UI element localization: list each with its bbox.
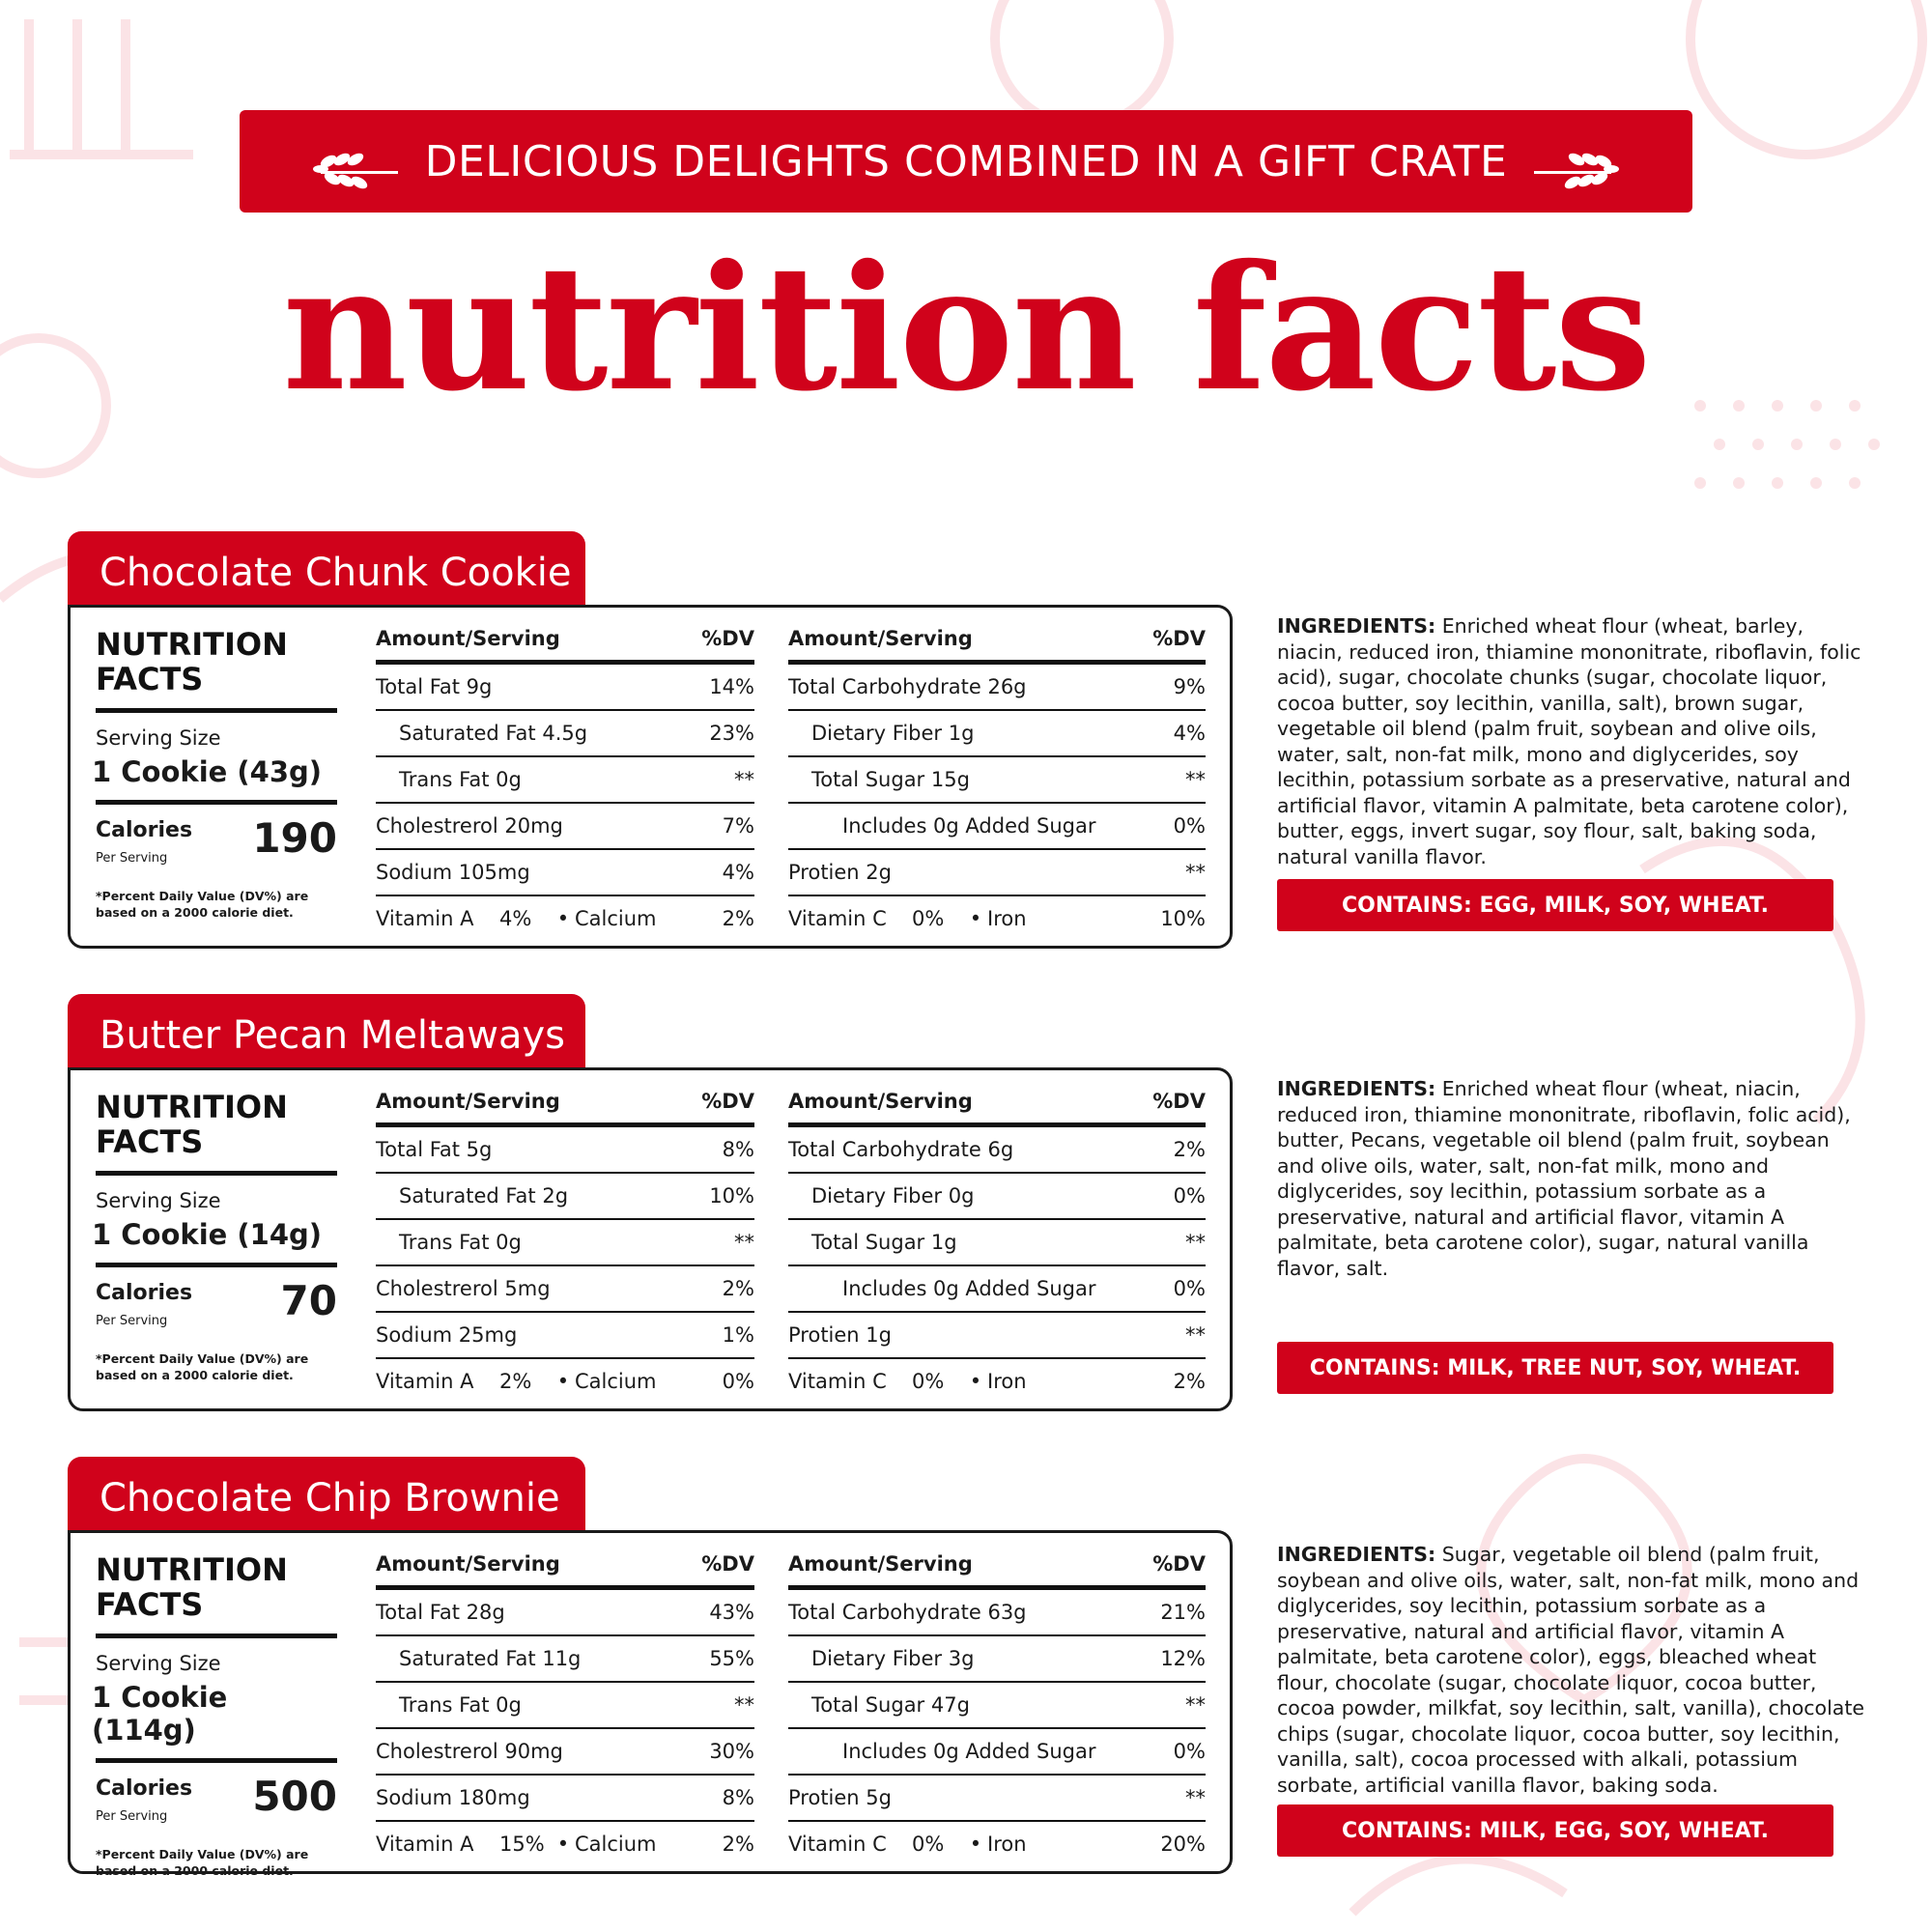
nutrient-row [788,850,1206,896]
calories-value: 500 [252,1773,337,1820]
nutrient-dv: 21% [1160,1601,1206,1624]
nutrient-row [788,1174,1206,1220]
nutrient-row [788,1266,1206,1313]
product-name-tab: Chocolate Chunk Cookie [68,531,585,614]
vitamin-value: 10% [1160,907,1206,930]
nutrient-dv: ** [1185,1693,1206,1717]
nutrient-dv: 12% [1160,1647,1206,1670]
heading-line-2: FACTS [96,661,204,697]
nutrient-name: Total Sugar 47g [811,1693,970,1717]
serving-size-label: Serving Size [96,1189,221,1212]
vitamin-row [788,896,1206,941]
vitamin-label: Vitamin C [788,1833,887,1856]
vitamin-value: 15% [499,1833,545,1856]
vitamin-value: 2% [722,907,754,930]
nutrient-row [376,1776,754,1822]
calories-value: 190 [252,814,337,862]
nutrient-row [788,804,1206,850]
nutrient-dv: ** [734,768,754,791]
nutrient-dv: 0% [1173,1740,1206,1763]
product-name-tab: Butter Pecan Meltaways [68,994,585,1077]
column-header [376,1552,754,1590]
amount-header: Amount/Serving [376,1090,560,1113]
vitamin-row [788,1822,1206,1866]
vitamin-label: Vitamin A [376,907,474,930]
column-header [788,627,1206,665]
serving-size-label: Serving Size [96,1652,221,1675]
ingredients-label: INGREDIENTS: [1277,1077,1436,1100]
nutrient-row [788,1590,1206,1636]
ingredients-list: Enriched wheat flour (wheat, niacin, reduced iron, thiamine mononitrate, riboflavin, folic acid), butter, Pecans, vegetable oil blend (palm fruit, soybean and olive oils, water, salt, non-fat milk, mono and diglycerides, soy lecithin, potassium sorbate as a preservative, natural and artificial flavor, vitamin A palmitate, beta carotene color), sugar, natural vanilla flavor, salt. [1277,1077,1851,1280]
nutrient-dv: 14% [709,675,754,698]
calories-row [96,1275,337,1343]
nutrient-dv: 8% [722,1138,754,1161]
vitamin-label: Calcium [575,907,657,930]
nutrient-row [788,1683,1206,1729]
nutrient-row [376,757,754,804]
nutrient-dv: 23% [709,722,754,745]
nutrient-dv: 2% [722,1277,754,1300]
nutrient-name: Dietary Fiber 1g [811,722,975,745]
nutrient-dv: 0% [1173,814,1206,838]
nutrient-row [376,1636,754,1683]
vitamin-value: 0% [912,1370,945,1393]
nutrient-name: Includes 0g Added Sugar [842,814,1096,838]
wheat-icon [1528,132,1621,190]
allergen-contains-badge: CONTAINS: MILK, EGG, SOY, WHEAT. [1277,1804,1833,1857]
allergen-contains-badge: CONTAINS: EGG, MILK, SOY, WHEAT. [1277,879,1833,931]
nutrient-name: Protien 1g [788,1323,892,1347]
ingredients-text [1277,1542,1866,1798]
bullet: • [556,907,570,930]
nutrient-name: Sodium 180mg [376,1786,530,1809]
nutrient-name: Total Sugar 1g [811,1231,957,1254]
dv-header: %DV [701,627,754,650]
nutrient-column-2 [788,627,1206,941]
product-section [68,1457,1932,1878]
vitamin-value: 20% [1160,1833,1206,1856]
nutrient-row [376,1590,754,1636]
per-serving-label: Per Serving [96,851,168,866]
amount-header: Amount/Serving [788,1552,973,1576]
nutrition-facts-heading [96,627,337,696]
nutrient-row [376,850,754,896]
heading-line-2: FACTS [96,1123,204,1160]
nutrition-summary [92,1089,337,1383]
amount-header: Amount/Serving [788,1090,973,1113]
ingredients-text [1277,613,1866,869]
nutrient-dv: ** [1185,1786,1206,1809]
dv-footnote: *Percent Daily Value (DV%) are based on a 2000 calorie diet. [96,1847,309,1878]
nutrient-name: Trans Fat 0g [399,1231,522,1254]
column-header [788,1552,1206,1590]
nutrient-column-1 [376,627,754,941]
vitamin-value: 0% [912,907,945,930]
nutrient-name: Sodium 105mg [376,861,530,884]
dv-header: %DV [1152,627,1206,650]
nutrient-row [788,711,1206,757]
calories-label: Calories [96,818,193,842]
divider [96,800,337,805]
nutrient-name: Trans Fat 0g [399,768,522,791]
nutrient-dv: 9% [1173,675,1206,698]
nutrient-dv: 1% [722,1323,754,1347]
vitamin-value: 4% [499,907,532,930]
column-header [376,627,754,665]
nutrient-name: Cholestrerol 5mg [376,1277,551,1300]
vitamin-label: Vitamin C [788,907,887,930]
bullet: • [556,1833,570,1856]
nutrient-column-2 [788,1090,1206,1404]
nutrient-name: Protien 2g [788,861,892,884]
divider [96,1634,337,1638]
vitamin-label: Calcium [575,1370,657,1393]
per-serving-label: Per Serving [96,1809,168,1824]
calories-label: Calories [96,1776,193,1801]
nutrition-panel [68,1530,1233,1878]
amount-header: Amount/Serving [788,627,973,650]
nutrient-row [376,1174,754,1220]
nutrient-column-1 [376,1552,754,1866]
nutrient-row [376,711,754,757]
vitamin-label: Iron [987,907,1027,930]
nutrient-row [788,1127,1206,1174]
vitamin-row [788,1359,1206,1404]
nutrient-name: Total Fat 9g [376,675,493,698]
calories-row [96,1771,337,1838]
vitamin-value: 0% [722,1370,754,1393]
ingredients-list: Enriched wheat flour (wheat, barley, niacin, reduced iron, thiamine mononitrate, riboflavin, folic acid), sugar, chocolate chunks (sugar, chocolate liquor, cocoa butter, soy lecithin, vanilla, salt), brown sugar, vegetable oil blend (palm fruit, soybean and olive oils, water, salt, non-fat milk, mono and diglycerides, soy lecithin, potassium sorbate as a preservative, natural and artificial flavor, vitamin A palmitate, beta carotene color), butter, eggs, invert sugar, soy flour, salt, baking soda, natural vanilla flavor. [1277,614,1861,868]
product-section [68,531,1932,947]
nutrient-dv: 8% [722,1786,754,1809]
divider [96,1263,337,1267]
nutrient-row [788,665,1206,711]
nutrition-summary [92,626,337,921]
bullet: • [969,1370,982,1393]
nutrient-column-2 [788,1552,1206,1866]
dv-footnote: *Percent Daily Value (DV%) are based on a 2000 calorie diet. [96,889,309,920]
page-title: nutrition facts [282,227,1650,429]
nutrient-dv: 10% [709,1184,754,1208]
vitamin-row [376,1359,754,1404]
nutrient-dv: 0% [1173,1184,1206,1208]
serving-size-label: Serving Size [96,726,221,750]
serving-size-value: 1 Cookie (43g) [92,755,323,788]
dv-header: %DV [701,1090,754,1113]
nutrient-dv: ** [1185,768,1206,791]
nutrient-dv: 4% [722,861,754,884]
calories-label: Calories [96,1281,193,1305]
nutrient-name: Total Sugar 15g [811,768,970,791]
product-name-tab: Chocolate Chip Brownie [68,1457,585,1540]
vitamin-label: Calcium [575,1833,657,1856]
nutrient-name: Sodium 25mg [376,1323,518,1347]
vitamin-label: Vitamin C [788,1370,887,1393]
nutrient-row [376,1729,754,1776]
nutrient-name: Total Carbohydrate 26g [788,675,1027,698]
nutrient-name: Saturated Fat 11g [399,1647,582,1670]
nutrient-row [788,757,1206,804]
header-banner [240,110,1692,213]
nutrient-name: Protien 5g [788,1786,892,1809]
nutrition-facts-heading [96,1552,337,1622]
dv-header: %DV [701,1552,754,1576]
nutrient-row [788,1776,1206,1822]
nutrient-dv: ** [734,1693,754,1717]
dv-header: %DV [1152,1090,1206,1113]
nutrient-row [788,1220,1206,1266]
heading-line-1: NUTRITION [96,626,288,663]
column-header [376,1090,754,1127]
vitamin-row [376,896,754,941]
bullet: • [969,907,982,930]
calories-value: 70 [280,1277,337,1324]
column-header [788,1090,1206,1127]
nutrient-row [376,1127,754,1174]
bullet: • [969,1833,982,1856]
nutrient-row [376,1683,754,1729]
divider [96,1171,337,1176]
nutrient-row [376,804,754,850]
nutrient-dv: 30% [709,1740,754,1763]
nutrition-facts-heading [96,1090,337,1159]
nutrition-summary [92,1551,337,1879]
nutrient-row [376,1266,754,1313]
serving-size-value: 1 Cookie (14g) [92,1218,323,1251]
wheat-icon [311,132,404,190]
nutrient-name: Dietary Fiber 0g [811,1184,975,1208]
nutrient-dv: 4% [1173,722,1206,745]
nutrient-name: Total Carbohydrate 6g [788,1138,1014,1161]
divider [96,708,337,713]
heading-line-1: NUTRITION [96,1551,288,1588]
nutrient-name: Total Fat 5g [376,1138,493,1161]
nutrition-panel [68,605,1233,949]
nutrient-name: Trans Fat 0g [399,1693,522,1717]
nutrient-name: Dietary Fiber 3g [811,1647,975,1670]
ingredients-list: Sugar, vegetable oil blend (palm fruit, soybean and olive oils, water, salt, non-fat milk, mono and diglycerides, soy lecithin, potassium sorbate as a preservative, natural and artificial flavor, vitamin A palmitate, beta carotene color), eggs, bleached wheat flour, chocolate (sugar, chocolate liquor, cocoa butter, cocoa powder, milkfat, soy lecithin, salt, vanilla), chocolate chips (sugar, chocolate liquor, cocoa butter, soy lecithin, vanilla, salt), cocoa processed with alkali, potassium sorbate, artificial vanilla flavor, baking soda. [1277,1543,1864,1797]
divider [96,1758,337,1763]
nutrient-dv: ** [1185,1323,1206,1347]
nutrient-dv: ** [1185,861,1206,884]
calories-row [96,812,337,880]
heading-line-2: FACTS [96,1586,204,1623]
nutrient-name: Saturated Fat 4.5g [399,722,588,745]
nutrient-column-1 [376,1090,754,1404]
banner-text: DELICIOUS DELIGHTS COMBINED IN A GIFT CRATE [424,136,1508,186]
ingredients-text [1277,1076,1866,1281]
vitamin-value: 2% [499,1370,532,1393]
nutrient-row [788,1729,1206,1776]
nutrient-name: Cholestrerol 90mg [376,1740,563,1763]
nutrient-name: Includes 0g Added Sugar [842,1740,1096,1763]
nutrient-dv: 0% [1173,1277,1206,1300]
nutrient-name: Includes 0g Added Sugar [842,1277,1096,1300]
nutrient-row [788,1313,1206,1359]
nutrient-row [788,1636,1206,1683]
nutrient-row [376,1313,754,1359]
per-serving-label: Per Serving [96,1314,168,1328]
nutrient-dv: ** [1185,1231,1206,1254]
nutrient-row [376,665,754,711]
ingredients-label: INGREDIENTS: [1277,614,1436,638]
product-section [68,994,1932,1409]
amount-header: Amount/Serving [376,1552,560,1576]
vitamin-value: 2% [1173,1370,1206,1393]
nutrient-name: Total Fat 28g [376,1601,505,1624]
serving-size-value: 1 Cookie (114g) [92,1681,228,1747]
nutrient-name: Cholestrerol 20mg [376,814,563,838]
nutrient-row [376,1220,754,1266]
nutrient-dv: 43% [709,1601,754,1624]
nutrient-dv: 2% [1173,1138,1206,1161]
vitamin-row [376,1822,754,1866]
heading-line-1: NUTRITION [96,1089,288,1125]
dv-header: %DV [1152,1552,1206,1576]
ingredients-label: INGREDIENTS: [1277,1543,1436,1566]
nutrition-panel [68,1067,1233,1411]
vitamin-value: 0% [912,1833,945,1856]
bullet: • [556,1370,570,1393]
vitamin-value: 2% [722,1833,754,1856]
vitamin-label: Iron [987,1370,1027,1393]
nutrient-dv: 7% [722,814,754,838]
nutrient-dv: ** [734,1231,754,1254]
allergen-contains-badge: CONTAINS: MILK, TREE NUT, SOY, WHEAT. [1277,1342,1833,1394]
amount-header: Amount/Serving [376,627,560,650]
nutrient-dv: 55% [709,1647,754,1670]
nutrient-name: Saturated Fat 2g [399,1184,569,1208]
vitamin-label: Vitamin A [376,1370,474,1393]
dv-footnote: *Percent Daily Value (DV%) are based on a 2000 calorie diet. [96,1351,309,1382]
vitamin-label: Iron [987,1833,1027,1856]
nutrient-name: Total Carbohydrate 63g [788,1601,1027,1624]
vitamin-label: Vitamin A [376,1833,474,1856]
